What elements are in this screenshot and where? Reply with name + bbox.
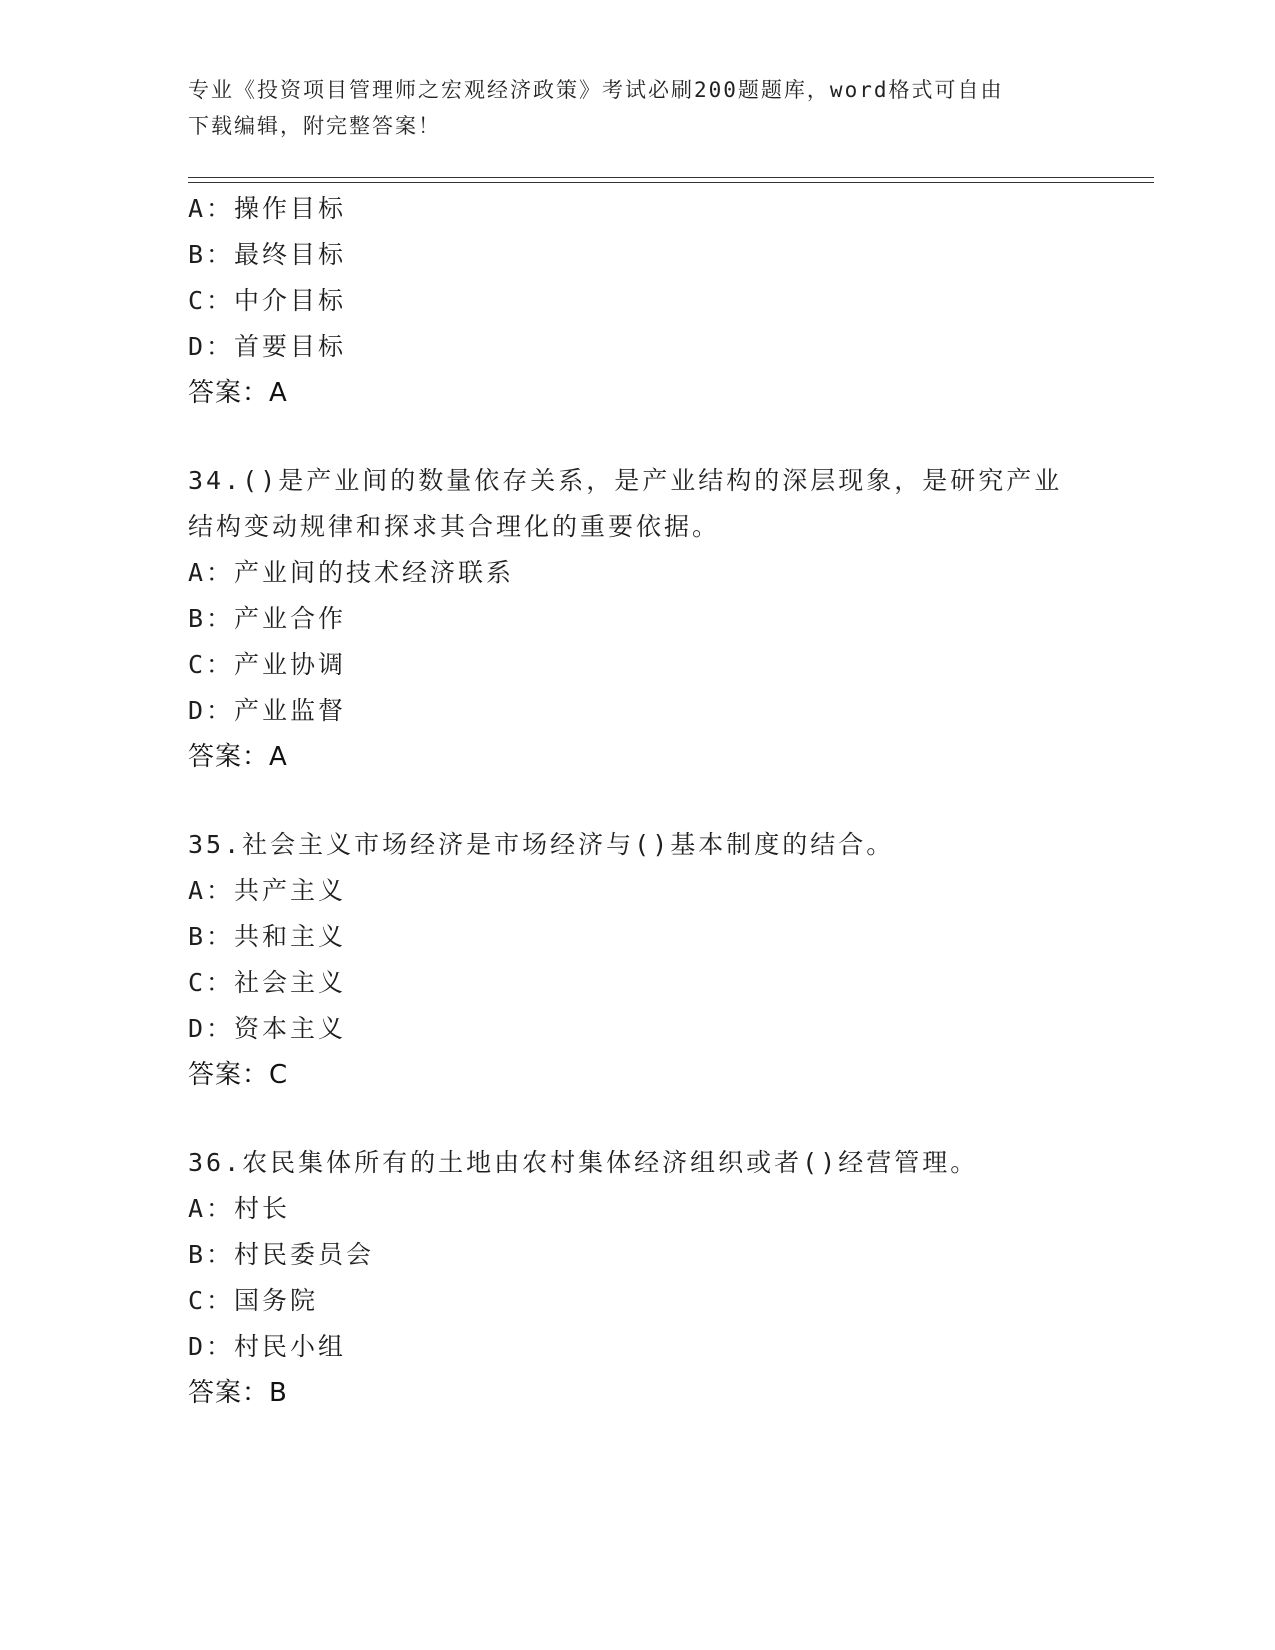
question-34 [188,458,1088,780]
option-d: D：资本主义 [188,1014,347,1043]
question-stem: 35.社会主义市场经济是市场经济与()基本制度的结合。 [188,830,895,859]
question-stem: 36.农民集体所有的土地由农村集体经济组织或者()经营管理。 [188,1148,979,1177]
option-d: D：产业监督 [188,696,347,725]
option-a: A：操作目标 [188,194,347,223]
header-divider-top [188,177,1154,178]
answer-line: 答案：C [188,1060,289,1090]
option-d: D：首要目标 [188,332,347,361]
header-line-2: 下载编辑，附完整答案！ [188,114,441,138]
question-gap [188,780,1088,822]
question-stem: 34.()是产业间的数量依存关系，是产业结构的深层现象，是研究产业 [188,466,1063,495]
answer-line: 答案：B [188,1378,288,1408]
option-a: A：共产主义 [188,876,347,905]
option-b: B：产业合作 [188,604,347,633]
option-c: C：中介目标 [188,286,347,315]
option-a: A：村长 [188,1194,291,1223]
option-b: B：最终目标 [188,240,347,269]
option-d: D：村民小组 [188,1332,347,1361]
option-b: B：村民委员会 [188,1240,375,1269]
document-header [188,72,1088,144]
option-a: A：产业间的技术经济联系 [188,558,515,587]
question-35 [188,822,1088,1098]
answer-line: 答案：A [188,742,288,772]
header-divider-bottom [188,182,1154,183]
option-b: B：共和主义 [188,922,347,951]
option-c: C：社会主义 [188,968,347,997]
header-line-1: 专业《投资项目管理师之宏观经济政策》考试必刷200题题库，word格式可自由 [188,78,1004,102]
question-content [188,186,1088,1416]
option-c: C：国务院 [188,1286,319,1315]
question-36 [188,1140,1088,1416]
question-gap [188,1098,1088,1140]
option-c: C：产业协调 [188,650,347,679]
question-33 [188,186,1088,416]
answer-line: 答案：A [188,378,288,408]
question-gap [188,416,1088,458]
question-stem-continued: 结构变动规律和探求其合理化的重要依据。 [188,512,721,541]
